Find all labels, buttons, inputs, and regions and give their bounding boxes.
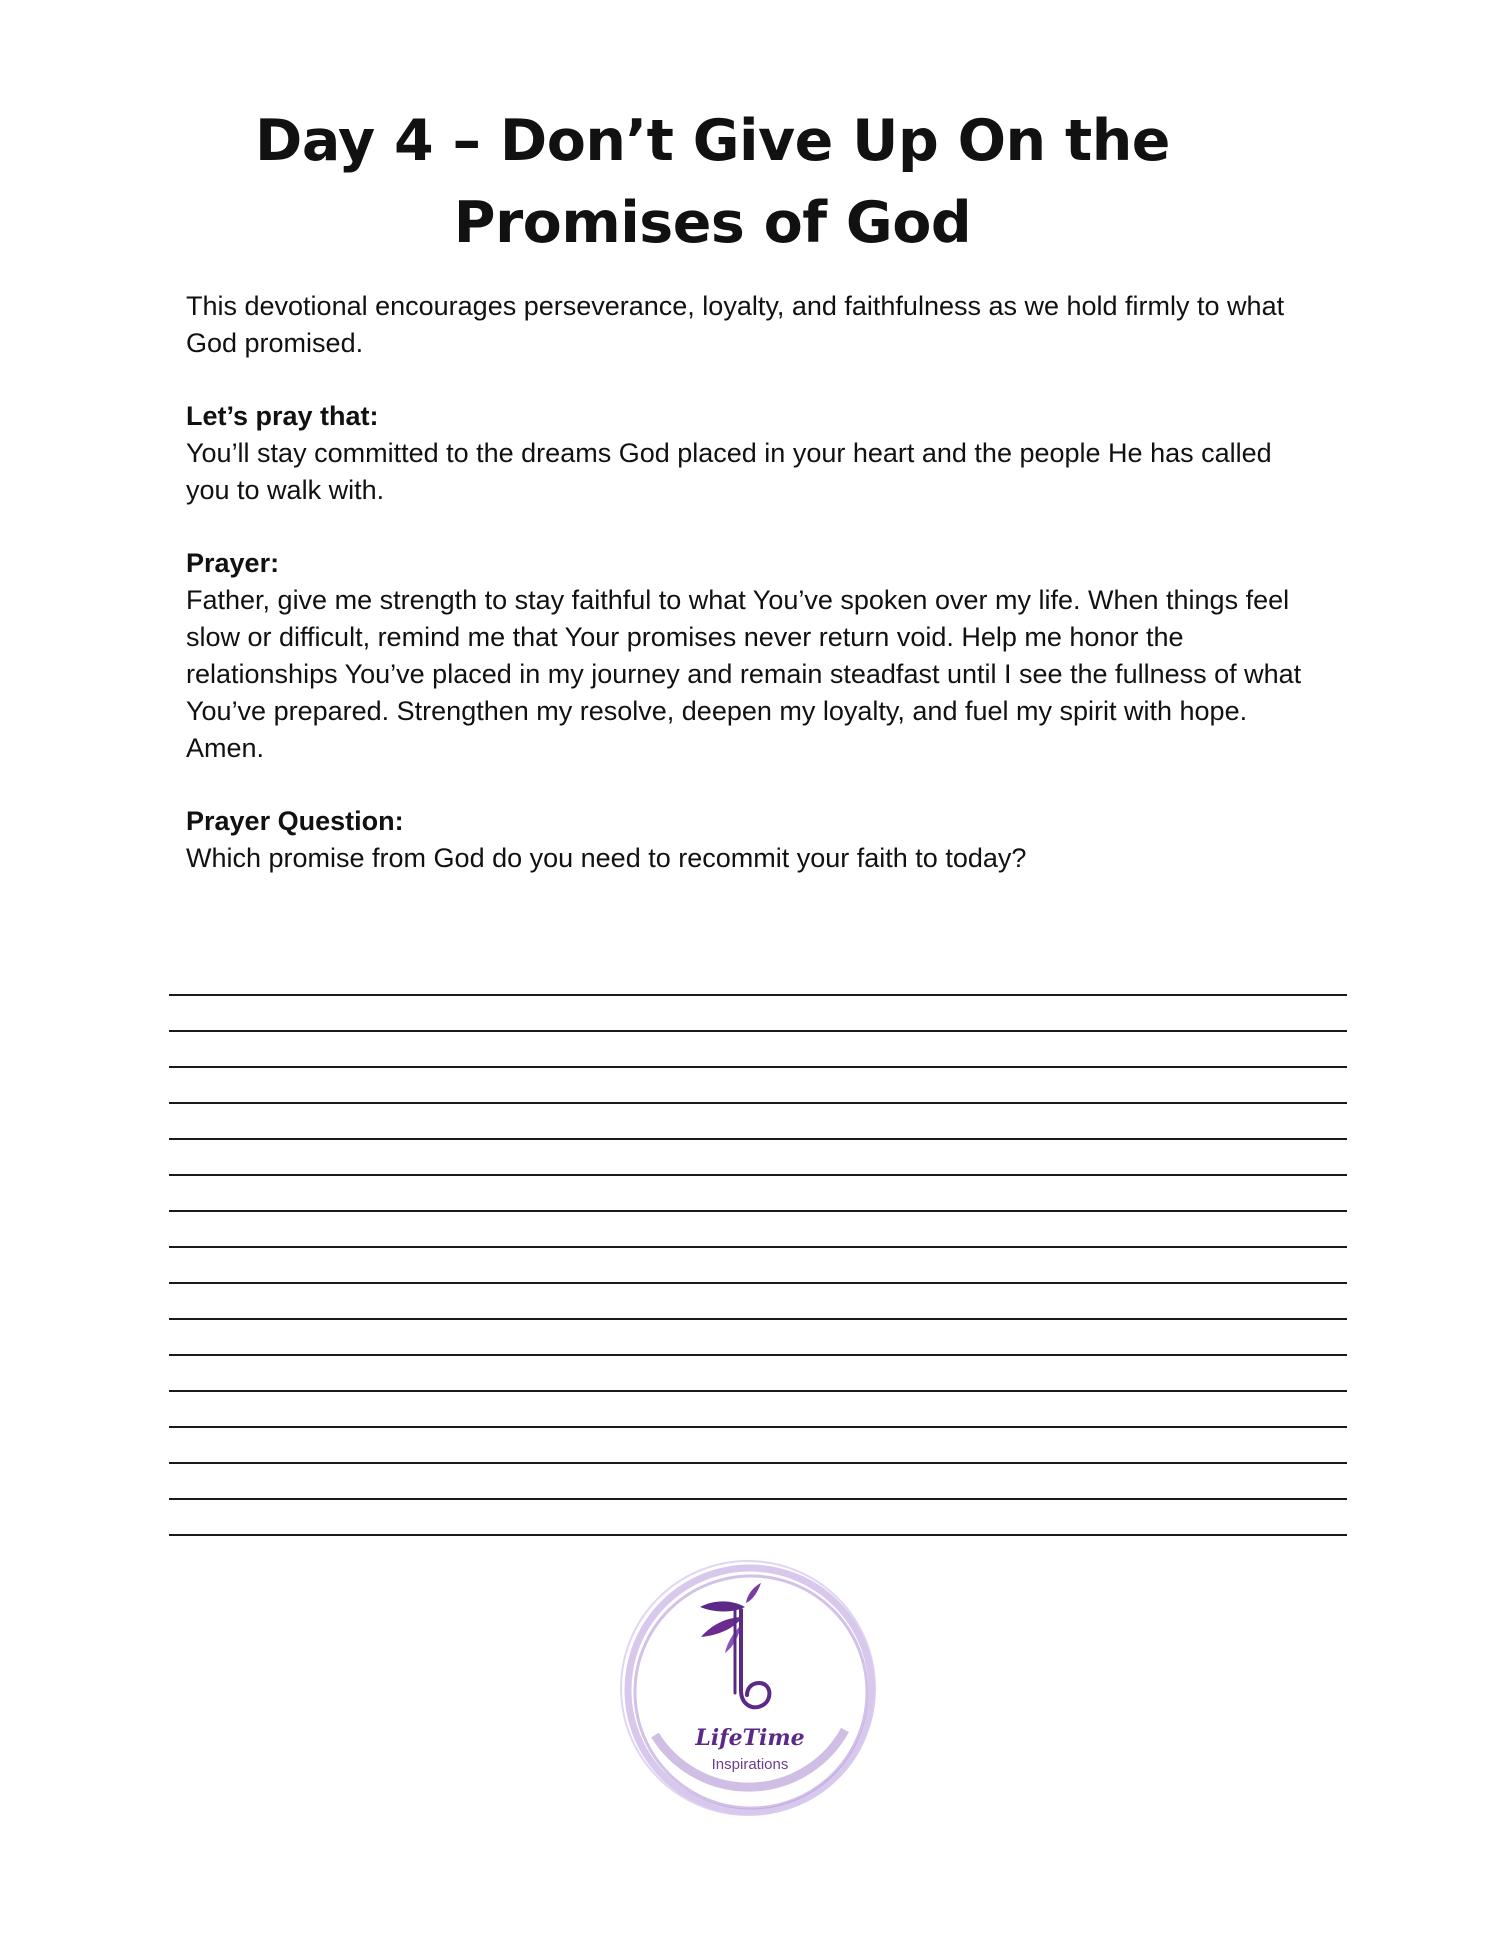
- pray-that-heading: Let’s pray that:: [186, 401, 379, 431]
- writing-line[interactable]: [169, 1104, 1347, 1140]
- prayer-question-text: Which promise from God do you need to recommit your faith to today?: [186, 843, 1027, 873]
- page-title-line-1: Day 4 – Don’t Give Up On the: [255, 108, 1170, 174]
- writing-line[interactable]: [169, 1032, 1347, 1068]
- writing-line[interactable]: [169, 1068, 1347, 1104]
- leaf-icon: [700, 1583, 761, 1653]
- page-title: [160, 100, 1265, 264]
- writing-line[interactable]: [169, 1140, 1347, 1176]
- devotional-body: [186, 288, 1316, 913]
- prayer-heading: Prayer:: [186, 548, 280, 578]
- writing-lines[interactable]: [169, 960, 1347, 1536]
- writing-line[interactable]: [169, 960, 1347, 996]
- prayer-question-section: [186, 803, 1316, 877]
- writing-line[interactable]: [169, 1500, 1347, 1536]
- writing-line[interactable]: [169, 1248, 1347, 1284]
- writing-line[interactable]: [169, 1464, 1347, 1500]
- writing-line[interactable]: [169, 1320, 1347, 1356]
- prayer-question-heading: Prayer Question:: [186, 806, 404, 836]
- pray-that-section: [186, 398, 1316, 509]
- lifetime-inspirations-logo: [615, 1555, 885, 1825]
- prayer-section: [186, 545, 1316, 767]
- writing-line[interactable]: [169, 996, 1347, 1032]
- prayer-text: Father, give me strength to stay faithful to what You’ve spoken over my life. When things feel slow or difficult, remind me that Your promises never return void. Help me honor the relationships You’ve placed in my journey and remain steadfast until I see the fullness of what You’ve prepared. Strengthen my resolve, deepen my loyalty, and fuel my spirit with hope. Amen.: [186, 585, 1302, 763]
- writing-line[interactable]: [169, 1356, 1347, 1392]
- logo-brand-bottom: Inspirations: [711, 1756, 789, 1773]
- writing-line[interactable]: [169, 1212, 1347, 1248]
- writing-line[interactable]: [169, 1176, 1347, 1212]
- logo-graphic: [615, 1555, 885, 1825]
- page-title-line-2: Promises of God: [453, 190, 972, 256]
- logo-brand-top: LifeTime: [695, 1725, 805, 1751]
- pray-that-text: You’ll stay committed to the dreams God placed in your heart and the people He has called you to walk with.: [186, 438, 1272, 505]
- intro-paragraph: This devotional encourages perseverance, loyalty, and faithfulness as we hold firmly to what God promised.: [186, 291, 1285, 358]
- writing-line[interactable]: [169, 1428, 1347, 1464]
- writing-line[interactable]: [169, 1392, 1347, 1428]
- writing-line[interactable]: [169, 1284, 1347, 1320]
